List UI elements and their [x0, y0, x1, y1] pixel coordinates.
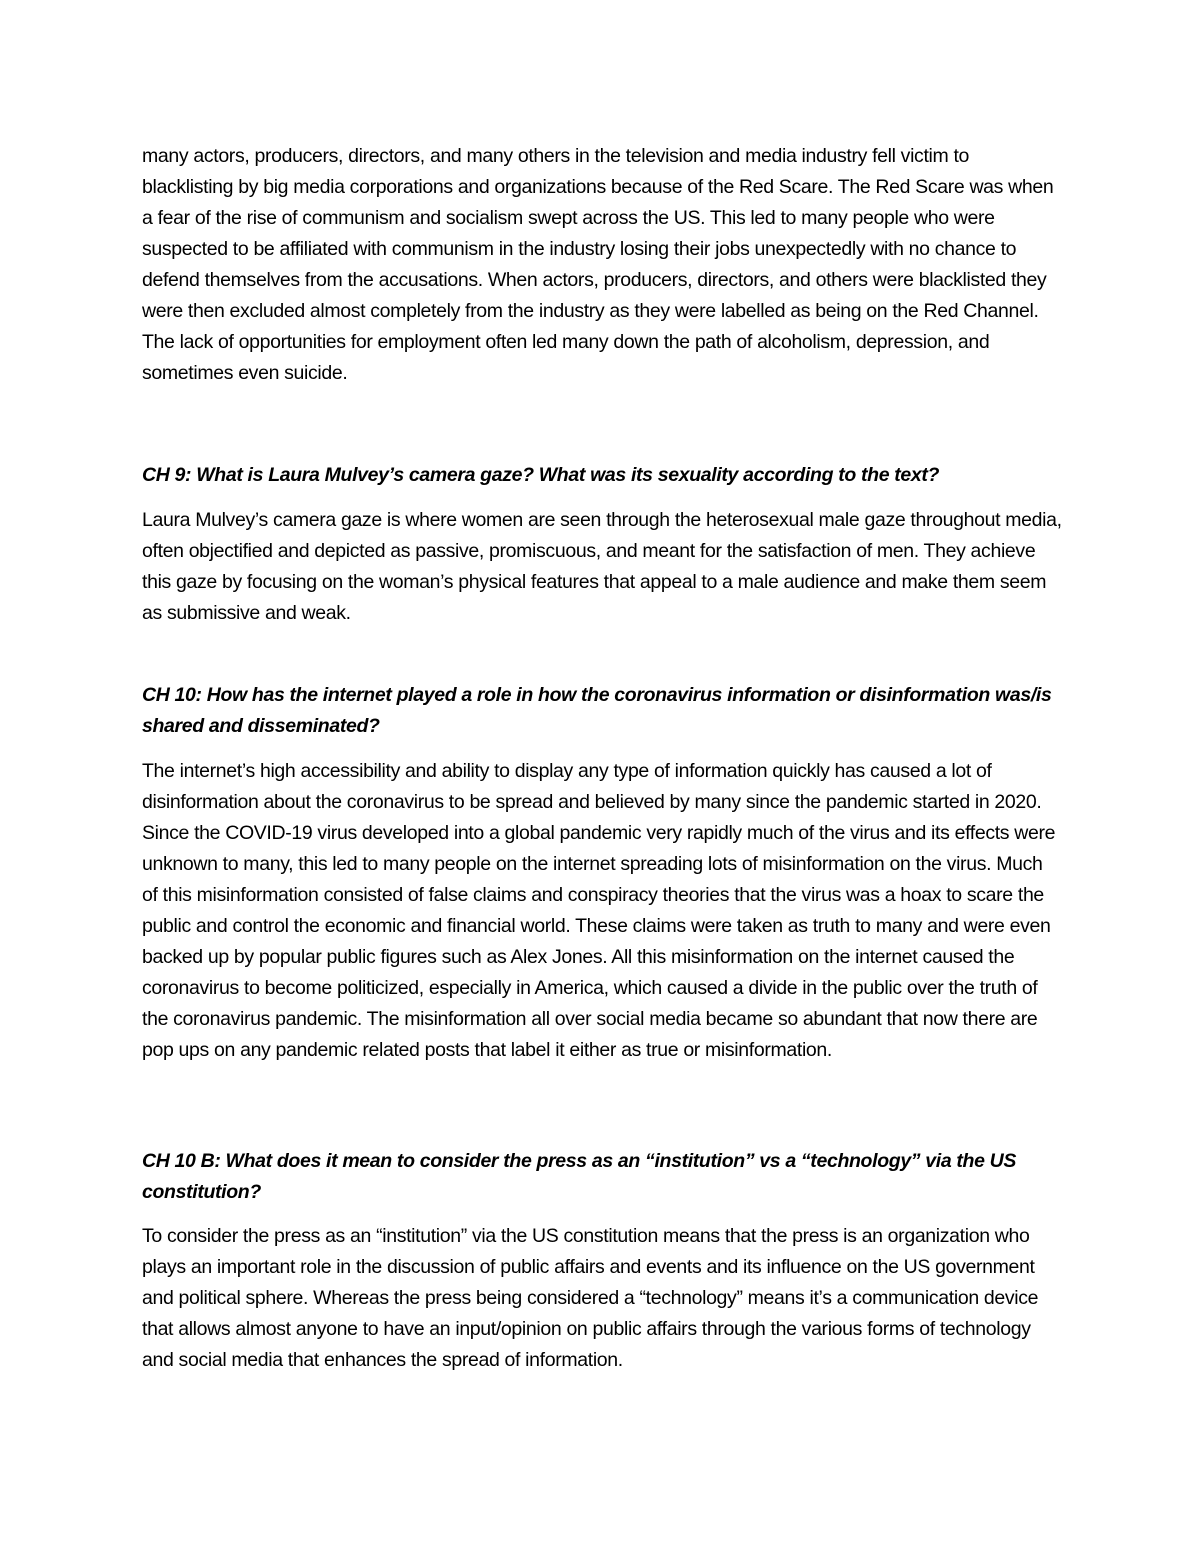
ch9-answer-paragraph: Laura Mulvey’s camera gaze is where women are seen through the heterosexual male gaze throughout media, often objectified and depicted as passive, promiscuous, and meant for the satisfaction of men. They achieve this gaze by focusing on the woman’s physical features that appeal to a male audience and make them seem as submissive and weak. [142, 509, 1062, 624]
red-scare-paragraph: many actors, producers, directors, and many others in the television and media industry fell victim to blacklisting by big media corporations and organizations because of the Red Scare. The Red Scare was when a fear of the rise of communism and socialism swept across the US. This led to many people who were suspected to be affiliated with communism in the industry losing their jobs unexpectedly with no chance to defend themselves from the accusations. When actors, producers, directors, and others were blacklisted they were then excluded almost completely from the industry as they were labelled as being on the Red Channel. The lack of opportunities for employment often led many down the path of alcoholism, depression, and sometimes even suicide. [142, 145, 1054, 384]
ch10b-answer-paragraph: To consider the press as an “institution” via the US constitution means that the press is an organization who plays an important role in the discussion of public affairs and events and its influence on the US government and political sphere. Whereas the press being considered a “technology” means it’s a communication device that allows almost anyone to have an input/opinion on public affairs through the various forms of technology and social media that enhances the spread of information. [142, 1225, 1039, 1371]
ch10b-question-heading: CH 10 B: What does it mean to consider the press as an “institution” vs a “technology” via the US constitution? [142, 1150, 1017, 1203]
ch10-question-heading: CH 10: How has the internet played a role in how the coronavirus information or disinformation was/is shared and disseminated? [142, 684, 1052, 737]
ch9-question-heading: CH 9: What is Laura Mulvey’s camera gaze? What was its sexuality according to the text? [142, 464, 940, 486]
ch10-answer-paragraph: The internet’s high accessibility and ability to display any type of information quickly has caused a lot of disinformation about the coronavirus to be spread and believed by many since the pandemic started in 2020. Since the COVID-19 virus developed into a global pandemic very rapidly much of the virus and its effects were unknown to many, this led to many people on the internet spreading lots of misinformation on the virus. Much of this misinformation consisted of false claims and conspiracy theories that the virus was a hoax to scare the public and control the economic and financial world. These claims were taken as truth to many and were even backed up by popular public figures such as Alex Jones. All this misinformation on the internet caused the coronavirus to become politicized, especially in America, which caused a divide in the public over the truth of the coronavirus pandemic. The misinformation all over social media became so abundant that now there are pop ups on any pandemic related posts that label it either as true or misinformation. [142, 760, 1056, 1061]
